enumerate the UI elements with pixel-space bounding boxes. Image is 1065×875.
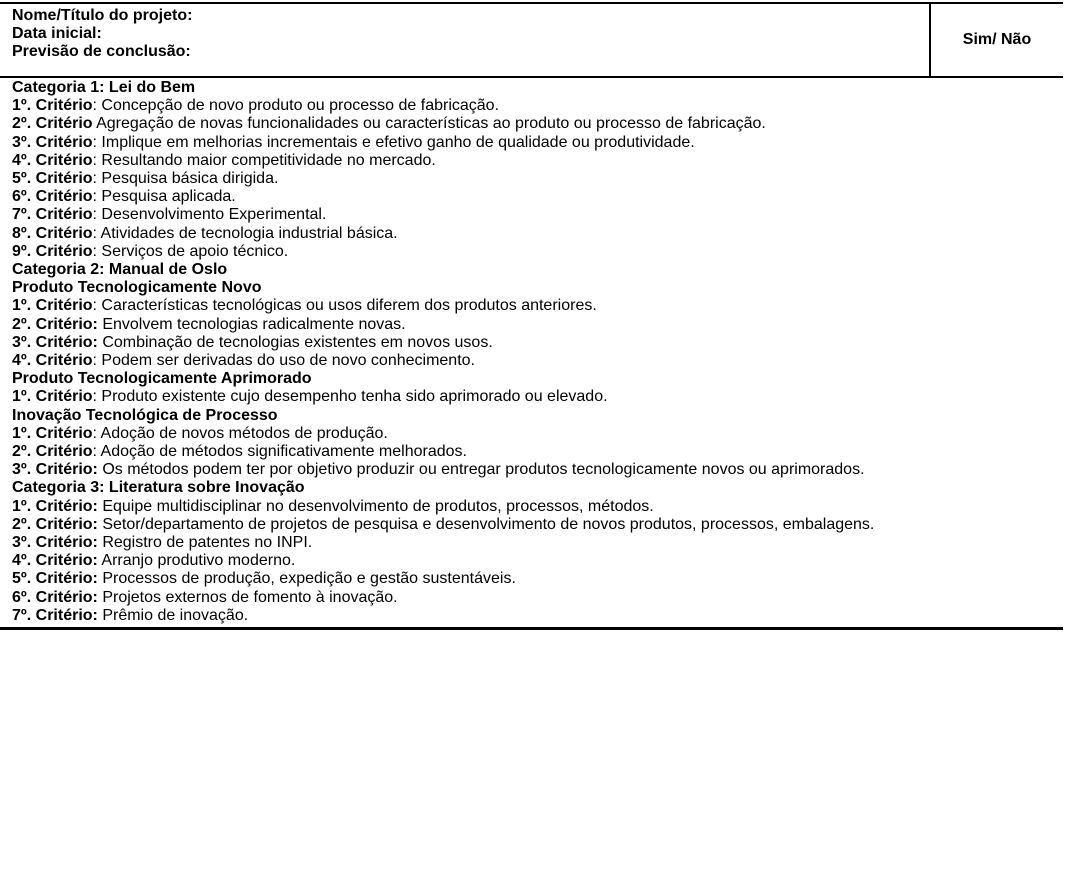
criterion-label: 1º. Critério [12,297,93,315]
category-heading: Categoria 1: Lei do Bem [12,79,196,96]
criterion-row: 6º. Critério: Pesquisa aplicada. [12,188,236,206]
criterion-text: Adoção de novos métodos de produção. [100,424,388,442]
criteria-table [0,2,1063,630]
criterion-row: 8º. Critério: Atividades de tecnologia industrial básica. [12,224,398,242]
yes-no-column-header: Sim/ Não [962,31,1032,48]
subcategory-heading: Produto Tecnologicamente Aprimorado [12,370,312,388]
criterion-text: Setor/departamento de projetos de pesquisa e desenvolvimento de novos produtos, processos, embalagens. [102,515,875,533]
criterion-label: 3º. Critério: [12,534,98,552]
criterion-text: Adoção de métodos significativamente melhorados. [100,443,467,461]
criterion-label: 2º. Critério [12,443,93,461]
criterion-label: 1º. Critério [12,388,93,406]
criterion-text: Equipe multidisciplinar no desenvolvimento de produtos, processos, métodos. [102,497,654,515]
criterion-row [12,316,932,334]
criterion-label: 9º. Critério [12,242,93,260]
criterion-text: Desenvolvimento Experimental. [101,206,327,224]
criterion-text: Envolvem tecnologias radicalmente novas. [102,315,406,333]
criterion-text: Registro de patentes no INPI. [102,534,313,552]
criterion-row: 2º. Critério: Adoção de métodos significativamente melhorados. [12,443,467,461]
criterion-row: 4º. Critério: Resultando maior competitividade no mercado. [12,151,436,169]
criterion-text: Características tecnológicas ou usos diferem dos produtos anteriores. [101,297,597,315]
criterion-label: 1º. Critério: [12,497,98,515]
criterion-row [12,461,892,479]
criterion-label: 3º. Critério: [12,333,98,351]
criterion-text: Agregação de novas funcionalidades ou características ao produto ou processo de fabricação. [96,115,766,133]
criterion-row: 5º. Critério: Pesquisa básica dirigida. [12,170,279,188]
criterion-text: Resultando maior competitividade no mercado. [101,151,436,169]
completion-forecast-label: Previsão de conclusão: [12,43,191,60]
criterion-row [12,115,892,133]
criterion-label: 1º. Critério [12,97,93,115]
subcategory-heading: Produto Tecnologicamente Novo [12,279,262,297]
criterion-row [12,498,932,516]
table-header-row [0,4,1063,78]
criterion-label: 6º. Critério [12,188,93,206]
criterion-text: Prêmio de inovação. [102,606,249,624]
criteria-list [0,78,932,627]
criterion-text: Arranjo produtivo moderno. [101,552,296,570]
criterion-text: Pesquisa aplicada. [101,188,236,206]
criterion-label: 4º. Critério: [12,552,98,570]
criterion-label: 6º. Critério: [12,588,98,606]
criterion-row [12,589,932,607]
criterion-label: 2º. Critério [12,115,93,133]
criterion-label: 3º. Critério [12,133,93,151]
criterion-label: 3º. Critério: [12,461,98,479]
criterion-row: 3º. Critério: Implique em melhorias incrementais e efetivo ganho de qualidade ou produtividade. [12,133,695,151]
criterion-row [12,552,932,570]
criterion-text: Projetos externos de fomento à inovação. [102,588,398,606]
criterion-row: 1º. Critério: Produto existente cujo desempenho tenha sido aprimorado ou elevado. [12,388,608,406]
start-date-label: Data inicial: [12,25,102,42]
criterion-text: Combinação de tecnologias existentes em novos usos. [102,333,493,351]
criterion-label: 2º. Critério: [12,515,98,533]
criterion-label: 7º. Critério: [12,606,98,624]
criterion-label: 2º. Critério: [12,315,98,333]
criterion-text: Implique em melhorias incrementais e efetivo ganho de qualidade ou produtividade. [101,133,695,151]
criterion-row [12,607,932,625]
subcategory-heading: Inovação Tecnológica de Processo [12,406,278,424]
criterion-label: 1º. Critério [12,424,93,442]
category-heading: Categoria 2: Manual de Oslo [12,261,228,279]
criterion-text: Podem ser derivadas do uso de novo conhecimento. [101,352,475,370]
criterion-label: 7º. Critério [12,206,93,224]
criterion-row: 4º. Critério: Podem ser derivadas do uso de novo conhecimento. [12,352,475,370]
criterion-text: Os métodos podem ter por objetivo produzir ou entregar produtos tecnologicamente novos ou aprimorados. [102,461,865,479]
criterion-text: Serviços de apoio técnico. [101,242,289,260]
criterion-text: Processos de produção, expedição e gestão sustentáveis. [102,570,516,588]
criterion-row [12,516,892,534]
criterion-row: 1º. Critério: Adoção de novos métodos de produção. [12,424,388,442]
criterion-row: 1º. Critério: Características tecnológicas ou usos diferem dos produtos anteriores. [12,297,597,315]
project-info-cell [0,4,931,76]
criterion-label: 5º. Critério [12,170,93,188]
project-name-label: Nome/Título do projeto: [12,7,193,24]
criterion-row [12,534,932,552]
criterion-text: Pesquisa básica dirigida. [101,170,279,188]
criterion-label: 8º. Critério [12,224,93,242]
criterion-label: 5º. Critério: [12,570,98,588]
criterion-label: 4º. Critério [12,151,93,169]
criterion-text: Atividades de tecnologia industrial básica. [100,224,398,242]
criterion-text: Concepção de novo produto ou processo de fabricação. [101,97,500,115]
criterion-label: 4º. Critério [12,352,93,370]
criterion-row: 7º. Critério: Desenvolvimento Experimental. [12,206,327,224]
criterion-row [12,334,932,352]
criterion-row: 9º. Critério: Serviços de apoio técnico. [12,242,289,260]
criterion-row [12,570,932,588]
criterion-text: Produto existente cujo desempenho tenha sido aprimorado ou elevado. [101,388,608,406]
criterion-row: 1º. Critério: Concepção de novo produto ou processo de fabricação. [12,97,500,115]
category-heading: Categoria 3: Literatura sobre Inovação [12,479,305,497]
